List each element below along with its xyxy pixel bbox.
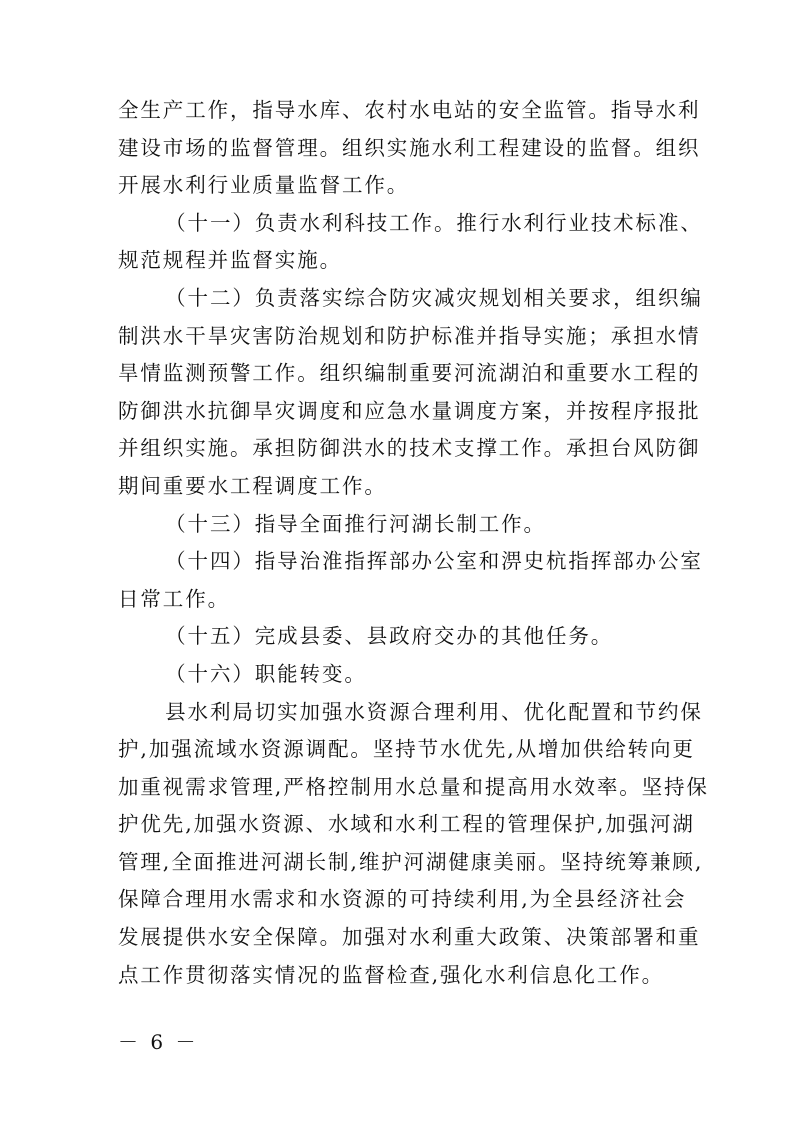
text-line: 全生产工作，指导水库、农村水电站的安全监管。指导水利 [118,98,701,122]
text-line: 日常工作。 [118,586,230,611]
text-line: 开展水利行业质量监督工作。 [118,173,410,198]
text-line: 制洪水干旱灾害防治规划和防护标准并指导实施；承担水情 [118,323,701,348]
text-line: 建设市场的监督管理。组织实施水利工程建设的监督。组织 [118,135,701,160]
text-line: 规范规程并监督实施。 [118,248,342,273]
paragraph-item-16 [118,656,678,694]
text-line: 防御洪水抗御旱灾调度和应急水量调度方案，并按程序报批 [118,398,701,423]
body-text [118,92,709,994]
text-line: 护,加强流域水资源调配。坚持节水优先,从增加供给转向更 [118,737,695,762]
text-line: 护优先,加强水资源、水域和水利工程的管理保护,加强河湖 [118,812,695,837]
paragraph-item-11 [118,205,703,280]
text-line: 并组织实施。承担防御洪水的技术支撑工作。承担台风防御 [118,436,701,461]
text-line: 加重视需求管理,严格控制用水总量和提高用水效率。坚持保 [118,774,709,799]
paragraph-item-14 [118,543,703,618]
text-line: 期间重要水工程调度工作。 [118,473,387,498]
text-line: （十五）完成县委、县政府交办的其他任务。 [165,624,614,649]
paragraph-item-12 [118,280,703,506]
paragraph-item-13 [118,506,678,544]
text-line: （十二）负责落实综合防灾减灾规划相关要求，组织编 [165,285,703,310]
paragraph-item-15 [118,618,678,656]
text-line: （十三）指导全面推行河湖长制工作。 [165,511,546,536]
text-line: （十四）指导治淮指挥部办公室和淠史杭指挥部办公室 [165,549,703,574]
paragraph-function-transformation [118,694,709,995]
text-line: 旱情监测预警工作。组织编制重要河流湖泊和重要水工程的 [118,361,701,386]
text-line: （十一）负责水利科技工作。推行水利行业技术标准、 [165,210,703,235]
text-line: 发展提供水安全保障。加强对水利重大政策、决策部署和重 [118,925,701,950]
text-line: （十六）职能转变。 [165,661,367,686]
text-line: 县水利局切实加强水资源合理利用、优化配置和节约保 [165,699,703,724]
text-line: 管理,全面推进河湖长制,维护河湖健康美丽。坚持统筹兼顾, [118,849,704,874]
text-line: 点工作贯彻落实情况的监督检查,强化水利信息化工作。 [118,962,665,987]
text-line: 保障合理用水需求和水资源的可持续利用,为全县经济社会 [118,887,687,912]
paragraph-continuation [118,92,701,205]
page-number: － 6 － [118,1030,199,1054]
